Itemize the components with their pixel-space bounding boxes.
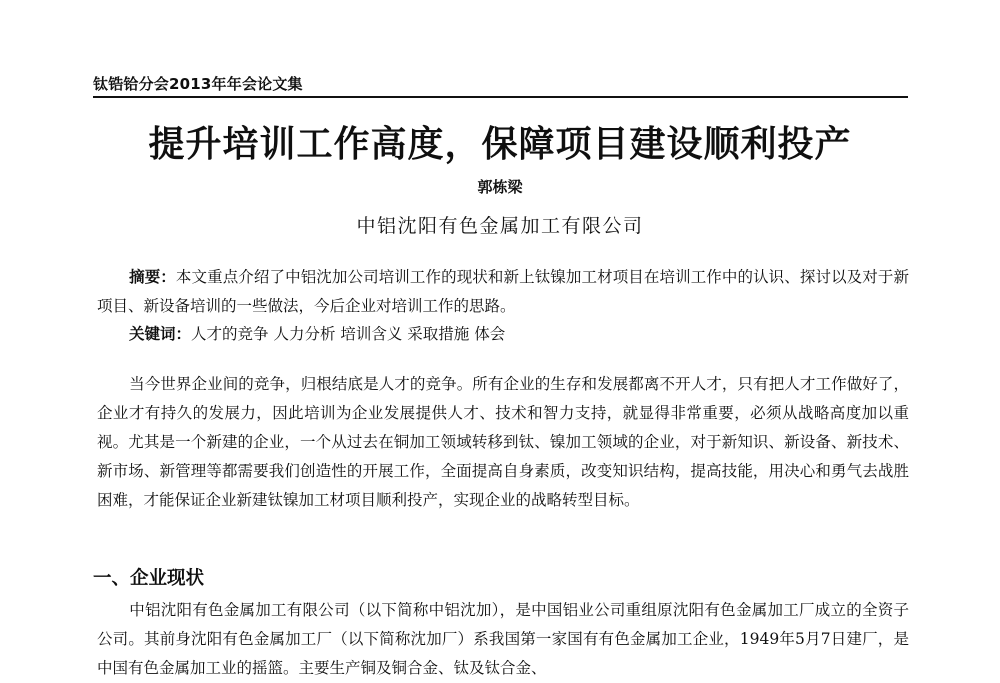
header-rule — [93, 96, 908, 98]
keywords — [97, 320, 909, 349]
abstract-text: 本文重点介绍了中铝沈加公司培训工作的现状和新上钛镍加工材项目在培训工作中的认识、探讨以及对于新项目、新设备培训的一些做法，今后企业对培训工作的思路。 — [97, 268, 909, 315]
section-paragraph — [97, 596, 909, 683]
section-text: 中铝沈阳有色金属加工有限公司（以下简称中铝沈加），是中国铝业公司重组原沈阳有色金属加工厂成立的全资子公司。其前身沈阳有色金属加工厂（以下简称沈加厂）系我国第一家国有有色金属加工企业，1949年5月7日建厂，是中国有色金属加工业的摇篮。主要生产铜及铜合金、钛及钛合金、 — [97, 601, 909, 677]
keywords-label: 关键词： — [129, 325, 192, 343]
article-title: 提升培训工作高度，保障项目建设顺利投产 — [148, 123, 852, 165]
section-heading: 一、企业现状 — [93, 568, 205, 589]
running-header: 钛锆铪分会2013年年会论文集 — [93, 75, 303, 93]
abstract-label: 摘要： — [129, 268, 176, 286]
author-name: 郭栋梁 — [477, 178, 523, 196]
abstract — [97, 263, 909, 321]
author-affiliation: 中铝沈阳有色金属加工有限公司 — [356, 215, 644, 237]
keywords-text: 人才的竞争 人力分析 培训含义 采取措施 体会 — [191, 325, 506, 343]
intro-text: 当今世界企业间的竞争，归根结底是人才的竞争。所有企业的生存和发展都离不开人才，只有把人才工作做好了，企业才有持久的发展力，因此培训为企业发展提供人才、技术和智力支持，就显得非常重要，必须从战略高度加以重视。尤其是一个新建的企业，一个从过去在铜加工领域转移到钛、镍加工领域的企业，对于新知识、新设备、新技术、新市场、新管理等都需要我们创造性的开展工作，全面提高自身素质，改变知识结构，提高技能，用决心和勇气去战胜困难，才能保证企业新建钛镍加工材项目顺利投产，实现企业的战略转型目标。 — [97, 375, 909, 509]
intro-paragraph — [97, 370, 909, 515]
